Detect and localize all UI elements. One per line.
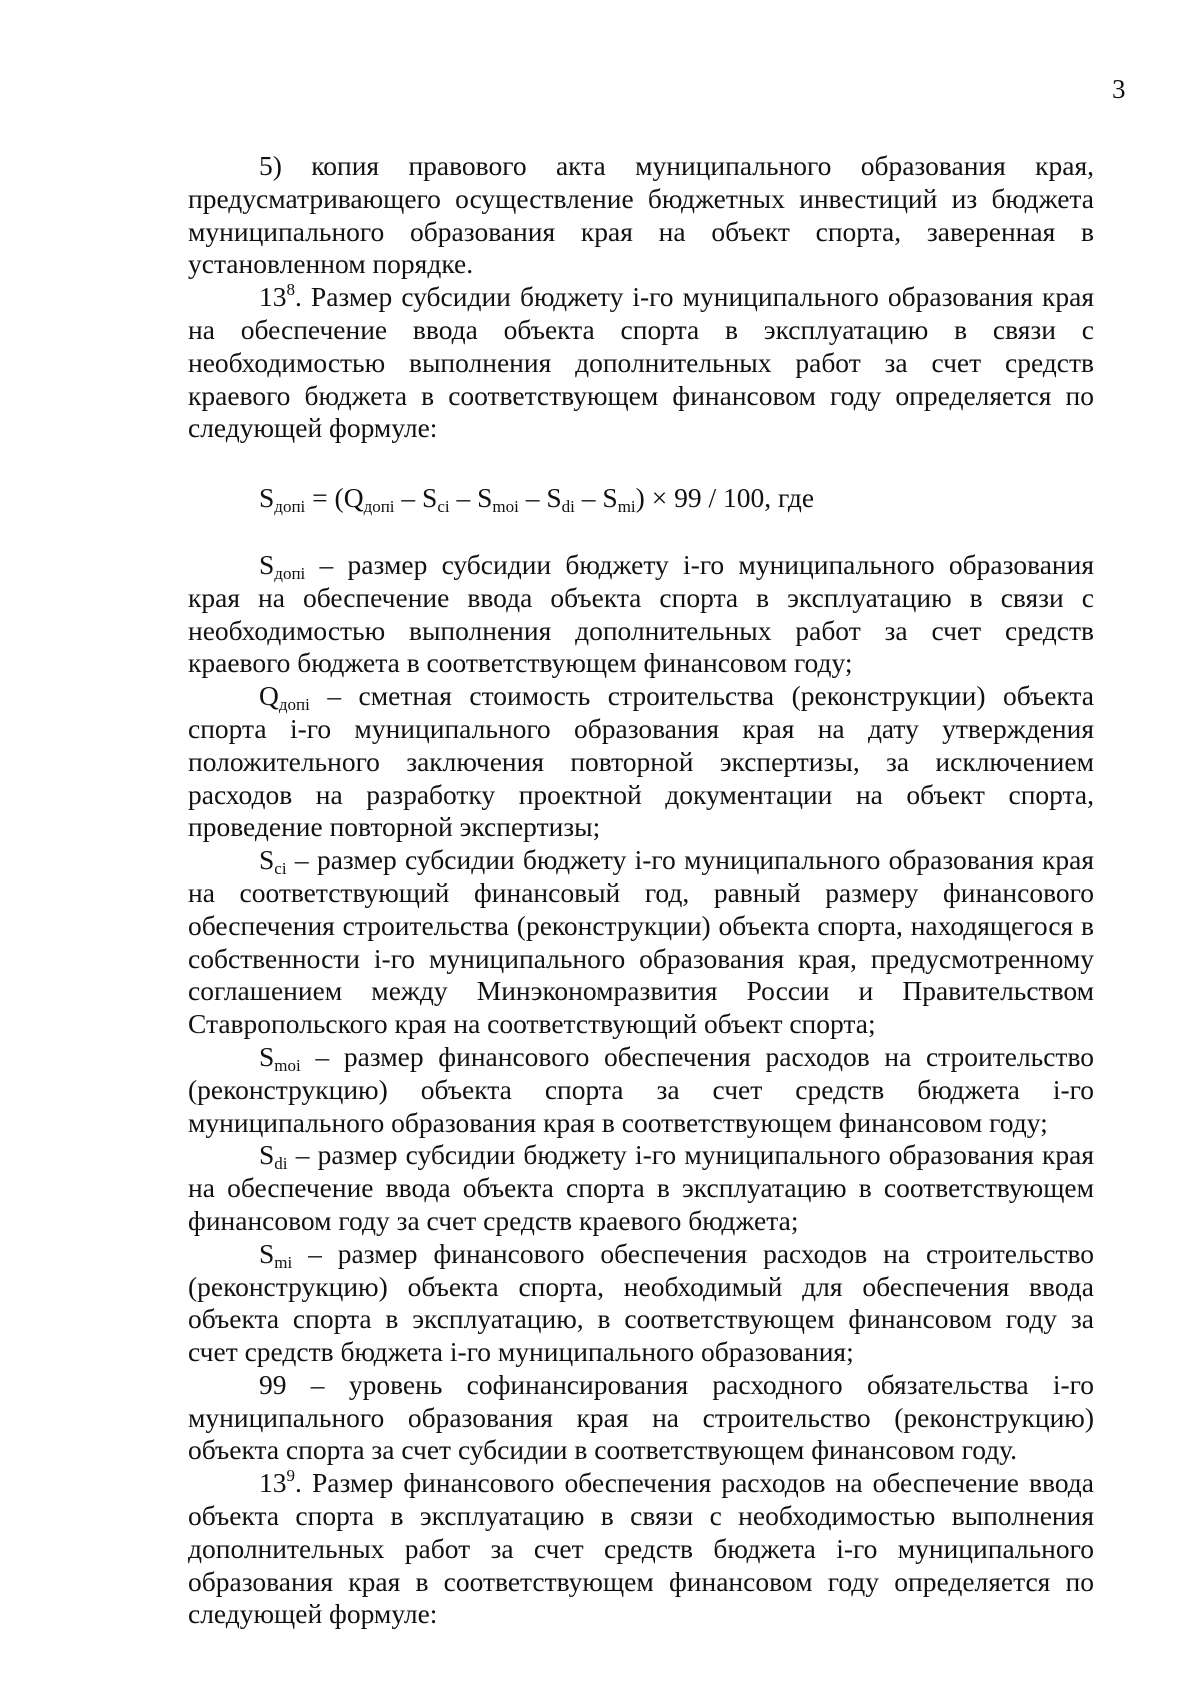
definition-subscript: допi	[278, 695, 310, 715]
definition-text: – размер субсидии бюджету i-го муниципального образования края на обеспечение ввода объекта спорта в эксплуатацию в связи с необходимостью выполнения дополнительных работ за счет средств краевого бюджета в соответствующем финансовом году;	[188, 548, 1094, 679]
definition-symbol: S	[259, 1040, 275, 1072]
paragraph-13-8	[188, 281, 1094, 445]
definition-subscript: допi	[274, 563, 306, 583]
definition-subscript: mi	[274, 1252, 293, 1272]
definition-subscript: ci	[274, 859, 287, 879]
paragraph-text: . Размер субсидии бюджету i-го муниципального образования края на обеспечение ввода объекта спорта в эксплуатацию в связи с необходимостью выполнения дополнительных работ за счет средств краевого бюджета в соответствующем финансовом году определяется по следующей формуле:	[188, 281, 1094, 444]
formula-subscript: допi	[274, 497, 306, 517]
formula-symbol: S	[259, 482, 275, 514]
formula-subscript: ci	[437, 497, 450, 517]
definition-s-dop	[188, 549, 1094, 680]
formula-part: – S	[518, 482, 562, 514]
formula-subscript: moi	[492, 497, 519, 517]
clause-number: 13	[259, 1467, 287, 1499]
definition-q-dop	[188, 680, 1094, 844]
formula-s-dop	[188, 482, 1094, 515]
page-number: 3	[1112, 74, 1126, 104]
definition-99: 99 – уровень софинансирования расходного обязательства i-го муниципального образования края на строительство (реконструкцию) объекта спорта за счет субсидии в соответствующем финансовом году.	[188, 1368, 1094, 1466]
definition-s-di	[188, 1139, 1094, 1237]
definition-text: – размер субсидии бюджету i-го муниципального образования края на соответствующий финансовый год, равный размеру финансового обеспечения строительства (реконструкции) объекта спорта, находящегося в собственности i-го муниципального образования края, предусмотренному соглашением между Минэкономразвития России и Правительством Ставропольского края на соответствующий объект спорта;	[188, 844, 1094, 1040]
paragraph-text: . Размер финансового обеспечения расходов на обеспечение ввода объекта спорта в эксплуатацию в связи с необходимостью выполнения дополнительных работ за счет средств бюджета i-го муниципального образования края в соответствующем финансовом году определяется по следующей формуле:	[188, 1467, 1094, 1630]
definition-text: – размер финансового обеспечения расходов на строительство (реконструкцию) объекта спорта за счет средств бюджета i-го муниципального образования края в соответствующем финансовом году;	[188, 1040, 1094, 1138]
clause-number-superscript: 9	[286, 1466, 295, 1486]
definition-symbol: Q	[259, 680, 279, 712]
definition-symbol: S	[259, 1139, 275, 1171]
paragraph-13-9	[188, 1467, 1094, 1631]
formula-subscript: допi	[363, 497, 395, 517]
formula-part: – S	[394, 482, 438, 514]
clause-number-superscript: 8	[286, 280, 295, 300]
definition-s-moi	[188, 1041, 1094, 1139]
definition-s-ci	[188, 844, 1094, 1041]
definition-text: – сметная стоимость строительства (реконструкции) объекта спорта i-го муниципального образования края на дату утверждения положительного заключения повторной экспертизы, за исключением расходов на разработку проектной документации на объект спорта, проведение повторной экспертизы;	[188, 680, 1094, 843]
formula-part: – S	[574, 482, 618, 514]
formula-subscript: di	[561, 497, 575, 517]
definition-subscript: moi	[274, 1055, 301, 1075]
formula-part: ) × 99 / 100, где	[635, 482, 815, 514]
formula-part: = (Q	[305, 482, 364, 514]
paragraph-item-5: 5) копия правового акта муниципального образования края, предусматривающего осуществление бюджетных инвестиций из бюджета муниципального образования края на объект спорта, заверенная в установленном порядке.	[188, 150, 1094, 280]
definition-symbol: S	[259, 1237, 275, 1269]
definition-text: – размер финансового обеспечения расходов на строительство (реконструкцию) объекта спорта, необходимый для обеспечения ввода объекта спорта в эксплуатацию, в соответствующем финансовом году за счет средств бюджета i-го муниципального образования;	[188, 1237, 1094, 1368]
definition-subscript: di	[274, 1154, 288, 1174]
definition-text: – размер субсидии бюджету i-го муниципального образования края на обеспечение ввода объекта спорта в эксплуатацию в соответствующем финансовом году за счет средств краевого бюджета;	[188, 1139, 1094, 1236]
formula-part: – S	[449, 482, 493, 514]
definition-s-mi	[188, 1238, 1094, 1369]
formula-subscript: mi	[617, 497, 636, 517]
definition-symbol: S	[259, 844, 275, 876]
document-body	[188, 150, 1094, 1631]
definition-symbol: S	[259, 548, 275, 580]
clause-number: 13	[259, 281, 287, 313]
